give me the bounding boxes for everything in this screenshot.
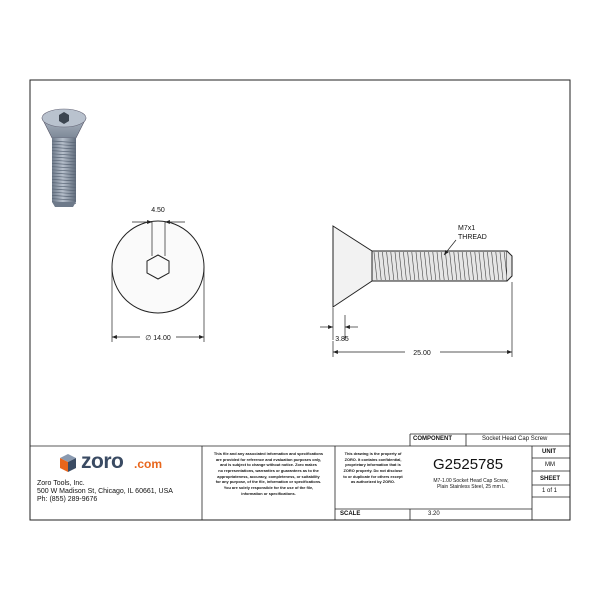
proprietary-line: to or duplicate for others except (343, 473, 403, 479)
disclaimer-line: and is subject to change without notice. Zoro makes (220, 462, 317, 468)
company-name: Zoro Tools, Inc. (37, 480, 85, 487)
length-dimension: 25.00 (413, 350, 431, 357)
disclaimer-line: for any purpose, of the file, information or specifications. (215, 479, 322, 485)
disclaimer-line: This file and any associated information and specifications (213, 451, 324, 456)
front-view (112, 207, 204, 342)
cube-logo-icon (58, 453, 78, 473)
part-description-line1: M7-1.00 Socket Head Cap Screw, (433, 478, 509, 484)
hex-width-dimension: 4.50 (151, 207, 165, 214)
disclaimer-line: no representations, warranties or guarantees as to the (218, 467, 319, 473)
zoro-logo (58, 452, 188, 474)
unit-value: MM (545, 462, 555, 468)
disclaimer-line: information or specifications. (241, 490, 296, 496)
proprietary-line: ZORO. It contains confidential, (344, 456, 402, 462)
disclaimer-line: appropriateness, accuracy, completeness, or suitability (217, 473, 320, 479)
logo-wordmark: zoro (81, 450, 124, 473)
component-value: Socket Head Cap Screw (482, 436, 548, 442)
sheet-value: 1 of 1 (542, 488, 558, 494)
scale-value: 3.20 (428, 511, 440, 517)
disclaimer-line: You are solely responsible for the use of the file, (223, 484, 314, 490)
sheet-label: SHEET (540, 476, 561, 482)
disclaimer-text (204, 451, 333, 496)
proprietary-line: This drawing is the property of (344, 451, 402, 456)
thread-callout-line2: THREAD (458, 234, 487, 241)
proprietary-notice (337, 451, 409, 485)
unit-label: UNIT (542, 449, 556, 455)
component-label: COMPONENT (413, 436, 452, 442)
disclaimer-line: are provided for reference and evaluation purposes only, (215, 456, 321, 462)
part-number: G2525785 (433, 456, 504, 473)
company-address: 500 W Madison St, Chicago, IL 60661, USA (37, 488, 173, 496)
head-diameter-dimension: ∅ 14.00 (145, 335, 171, 342)
proprietary-line: proprietary information that is (345, 462, 401, 468)
proprietary-line: ZORO property. Do not disclose (343, 467, 403, 473)
proprietary-line: as authorized by ZORO. (350, 479, 396, 485)
side-view (320, 225, 512, 357)
thread-callout: M7x1 (458, 225, 476, 232)
head-outline (112, 221, 204, 313)
scale-label: SCALE (340, 511, 361, 517)
countersunk-head (333, 226, 372, 307)
company-phone: Ph: (855) 289-9676 (37, 496, 98, 504)
screw-render-thumbnail (42, 109, 86, 207)
head-height-dimension: 3.85 (335, 336, 349, 343)
part-description-line2: Plain Stainless Steel, 25 mm L (437, 484, 505, 490)
logo-suffix: .com (134, 457, 163, 471)
